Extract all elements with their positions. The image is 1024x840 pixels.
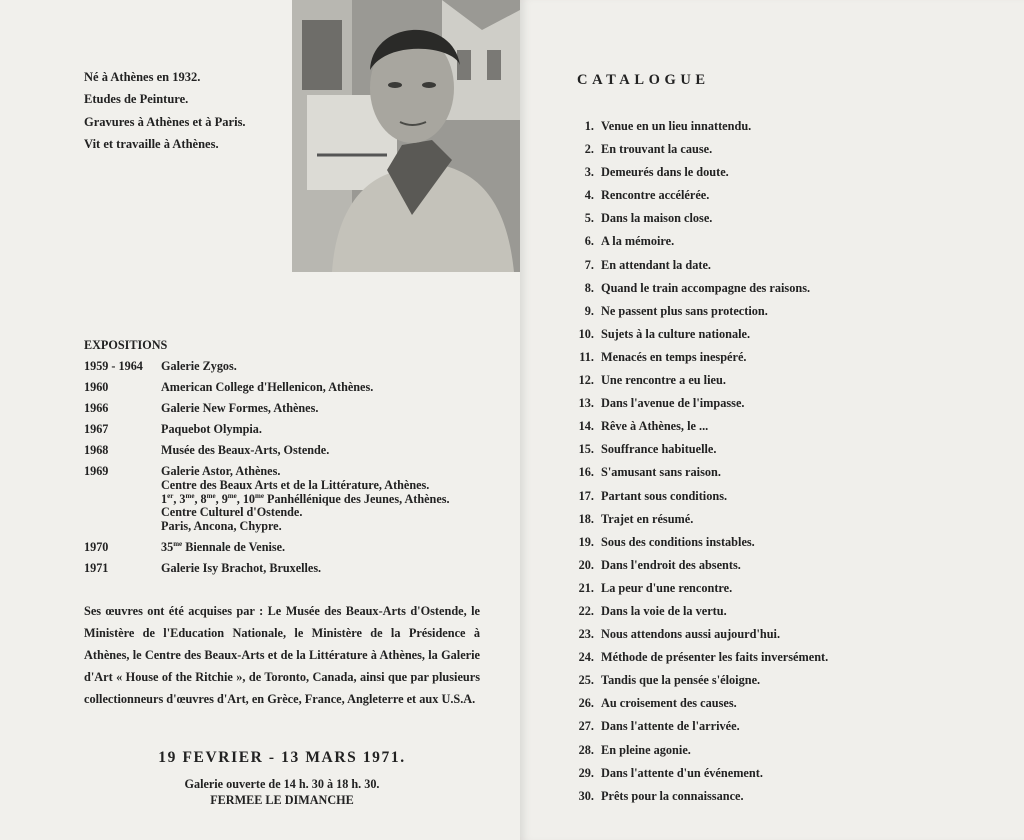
catalogue-number: 15. (578, 442, 594, 457)
catalogue-number: 6. (584, 234, 594, 249)
catalogue-number: 5. (584, 211, 594, 226)
catalogue-item (560, 766, 828, 789)
exposition-venues (161, 444, 329, 458)
catalogue-item (560, 373, 828, 396)
venue-text: Paquebot Olympia. (161, 422, 262, 437)
catalogue-item (560, 419, 828, 442)
catalogue-item (560, 650, 828, 673)
catalogue-item (560, 673, 828, 696)
catalogue-number: 30. (578, 788, 594, 803)
catalogue-number: 8. (584, 280, 594, 295)
exposition-venue (161, 541, 285, 555)
opening-hours (84, 777, 480, 808)
catalogue-title: Méthode de présenter les faits inversément. (601, 650, 829, 665)
catalogue-title: En attendant la date. (601, 257, 711, 272)
catalogue-item (560, 281, 828, 304)
exposition-venues (161, 541, 285, 555)
exposition-venues (161, 381, 373, 395)
catalogue-item (560, 396, 828, 419)
catalogue-title: Menacés en temps inespéré. (601, 349, 747, 364)
catalogue-title: Venue en un lieu innattendu. (601, 119, 752, 133)
catalogue-title: En pleine agonie. (601, 742, 691, 757)
catalogue-item (560, 512, 828, 535)
exposition-year: 1960 (84, 380, 109, 395)
catalogue-title: Rêve à Athènes, le ... (601, 419, 709, 434)
catalogue-item (560, 581, 828, 604)
ordinal-superscript: me (185, 491, 195, 500)
catalogue-title: Sujets à la culture nationale. (601, 326, 751, 341)
catalogue-title: Prêts pour la connaissance. (601, 788, 744, 803)
exposition-row (84, 562, 450, 576)
catalogue-title: Dans l'endroit des absents. (601, 557, 741, 572)
catalogue-title: Trajet en résumé. (601, 511, 694, 526)
exposition-venue (161, 402, 318, 416)
catalogue-title: La peur d'une rencontre. (601, 580, 733, 595)
catalogue-title: Dans l'attente de l'arrivée. (601, 719, 740, 734)
catalogue-title: Dans la maison close. (601, 211, 713, 226)
venue-text: 1 (161, 491, 168, 506)
catalogue-number: 19. (578, 534, 594, 549)
venue-text: , 10 (236, 491, 256, 506)
catalogue-number: 10. (578, 326, 594, 341)
exposition-venue (161, 506, 450, 520)
exposition-year: 1967 (84, 422, 109, 437)
catalogue-item (560, 350, 828, 373)
catalogue-number: 13. (578, 396, 594, 411)
ordinal-superscript: me (206, 491, 216, 500)
exposition-row (84, 444, 450, 458)
catalogue-item (560, 327, 828, 350)
venue-text: Panhéllénique des Jeunes, Athènes. (263, 491, 450, 506)
ordinal-superscript: me (255, 491, 264, 500)
catalogue-item (560, 211, 828, 234)
venue-text: Galerie Astor, Athènes. (161, 464, 281, 479)
exposition-row (84, 541, 450, 555)
catalogue-title: Dans la voie de la vertu. (601, 603, 727, 618)
catalogue-list (560, 119, 828, 812)
exposition-venue (161, 423, 262, 437)
catalogue-item (560, 535, 828, 558)
exposition-venue (161, 360, 237, 374)
catalogue-title: En trouvant la cause. (601, 142, 713, 157)
ordinal-superscript: er (167, 491, 174, 500)
catalogue-item (560, 165, 828, 188)
catalogue-number: 18. (578, 511, 594, 526)
catalogue-number: 2. (584, 142, 594, 157)
catalogue-number: 4. (584, 188, 594, 203)
closed-day-line: FERMEE LE DIMANCHE (210, 792, 354, 807)
catalogue-item (560, 558, 828, 581)
catalogue-item (560, 696, 828, 719)
exposition-year: 1971 (84, 561, 109, 576)
exposition-venue (161, 493, 450, 507)
catalogue-item (560, 304, 828, 327)
catalogue-item (560, 489, 828, 512)
catalogue-number: 22. (578, 603, 594, 618)
exposition-row (84, 423, 450, 437)
catalogue-heading: CATALOGUE (577, 72, 710, 88)
ordinal-superscript: me (227, 491, 237, 500)
catalogue-number: 26. (578, 696, 594, 711)
catalogue-title: A la mémoire. (601, 234, 675, 249)
exposition-venues (161, 423, 262, 437)
exposition-venues (161, 360, 237, 374)
catalogue-number: 28. (578, 742, 594, 757)
catalogue-title: Sous des conditions instables. (601, 534, 755, 549)
expositions-section (84, 338, 450, 583)
catalogue-item (560, 442, 828, 465)
venue-text: Biennale de Venise. (182, 539, 286, 554)
exposition-row (84, 381, 450, 395)
catalogue-item (560, 258, 828, 281)
venue-text: Musée des Beaux-Arts, Ostende. (161, 443, 330, 458)
exposition-year: 1970 (84, 539, 109, 554)
bio-line: Etudes de Peinture. (84, 92, 189, 107)
catalogue-number: 3. (584, 165, 594, 180)
venue-text: , 3 (173, 491, 186, 506)
venue-text: Galerie New Formes, Athènes. (161, 401, 319, 416)
venue-text: 35 (161, 539, 174, 554)
catalogue-title: Au croisement des causes. (601, 696, 737, 711)
exposition-venue (161, 444, 329, 458)
exposition-venues (161, 402, 318, 416)
catalogue-number: 23. (578, 627, 594, 642)
catalogue-title: Souffrance habituelle. (601, 442, 717, 457)
venue-text: , 8 (194, 491, 207, 506)
venue-text: Galerie Zygos. (161, 359, 237, 373)
catalogue-item (560, 743, 828, 766)
catalogue-item (560, 719, 828, 742)
artist-biography (84, 66, 246, 155)
catalogue-number: 17. (578, 488, 594, 503)
exposition-row (84, 465, 450, 533)
catalogue-title: Dans l'avenue de l'impasse. (601, 396, 745, 411)
exposition-row (84, 402, 450, 416)
venue-text: , 9 (215, 491, 228, 506)
catalogue-title: Ne passent plus sans protection. (601, 303, 768, 318)
catalogue-title: Quand le train accompagne des raisons. (601, 280, 811, 295)
exposition-venue (161, 479, 450, 493)
catalogue-title: Une rencontre a eu lieu. (601, 373, 726, 388)
catalogue-number: 16. (578, 465, 594, 480)
catalogue-number: 25. (578, 673, 594, 688)
venue-text: Galerie Isy Brachot, Bruxelles. (161, 561, 322, 576)
exposition-year: 1966 (84, 401, 109, 416)
exposition-venue (161, 562, 321, 576)
bio-line: Vit et travaille à Athènes. (84, 136, 219, 151)
catalogue-title: Demeurés dans le doute. (601, 165, 729, 180)
catalogue-title: S'amusant sans raison. (601, 465, 721, 480)
venue-text: Centre des Beaux Arts et de la Littérature, Athènes. (161, 478, 430, 493)
exposition-venues (161, 562, 321, 576)
catalogue-number: 7. (584, 257, 594, 272)
exhibition-dates: 19 FEVRIER - 13 MARS 1971. (158, 749, 406, 766)
catalogue-number: 12. (578, 373, 594, 388)
venue-text: Centre Culturel d'Ostende. (161, 505, 303, 520)
catalogue-item (560, 627, 828, 650)
catalogue-number: 20. (578, 557, 594, 572)
hours-line: Galerie ouverte de 14 h. 30 à 18 h. 30. (184, 777, 380, 791)
catalogue-item (560, 188, 828, 211)
bio-line: Né à Athènes en 1932. (84, 70, 201, 84)
artist-portrait-photo (292, 0, 520, 272)
catalogue-item (560, 119, 828, 142)
exposition-year: 1968 (84, 443, 109, 458)
catalogue-number: 1. (584, 119, 594, 133)
exposition-row (84, 360, 450, 374)
exposition-venue (161, 381, 373, 395)
exposition-year: 1969 (84, 464, 109, 479)
exposition-venue (161, 465, 450, 479)
catalogue-number: 9. (584, 303, 594, 318)
acquisitions-paragraph: Ses œuvres ont été acquises par : Le Musée des Beaux-Arts d'Ostende, le Ministère de l'Education Nationale, le Ministère de la Présidence à Athènes, le Centre des Beaux-Arts et de la Littérature à Athènes, la Galerie d'Art « House of the Ritchie », de Toronto, Canada, ainsi que par plusieurs collectionneurs d'œuvres d'Art, en Grèce, France, Angleterre et aux U.S.A. (84, 604, 480, 706)
catalogue-item (560, 789, 828, 812)
venue-text: American College d'Hellenicon, Athènes. (161, 380, 374, 395)
catalogue-item (560, 465, 828, 488)
exposition-venues (161, 465, 450, 533)
expositions-heading: EXPOSITIONS (84, 338, 168, 352)
catalogue-title: Partant sous conditions. (601, 488, 728, 503)
catalogue-number: 24. (578, 650, 594, 665)
bio-line: Gravures à Athènes et à Paris. (84, 114, 246, 129)
catalogue-title: Rencontre accélérée. (601, 188, 710, 203)
catalogue-title: Tandis que la pensée s'éloigne. (601, 673, 761, 688)
catalogue-number: 14. (578, 419, 594, 434)
catalogue-item (560, 234, 828, 257)
catalogue-title: Nous attendons aussi aujourd'hui. (601, 627, 781, 642)
catalogue-number: 27. (578, 719, 594, 734)
venue-text: Paris, Ancona, Chypre. (161, 518, 282, 533)
ordinal-superscript: me (173, 539, 183, 548)
catalogue-item (560, 604, 828, 627)
catalogue-title: Dans l'attente d'un événement. (601, 765, 763, 780)
catalogue-item (560, 142, 828, 165)
exposition-year: 1959 - 1964 (84, 359, 143, 373)
catalogue-number: 11. (579, 349, 594, 364)
catalogue-number: 21. (578, 580, 594, 595)
exposition-venue (161, 520, 450, 534)
catalogue-number: 29. (578, 765, 594, 780)
